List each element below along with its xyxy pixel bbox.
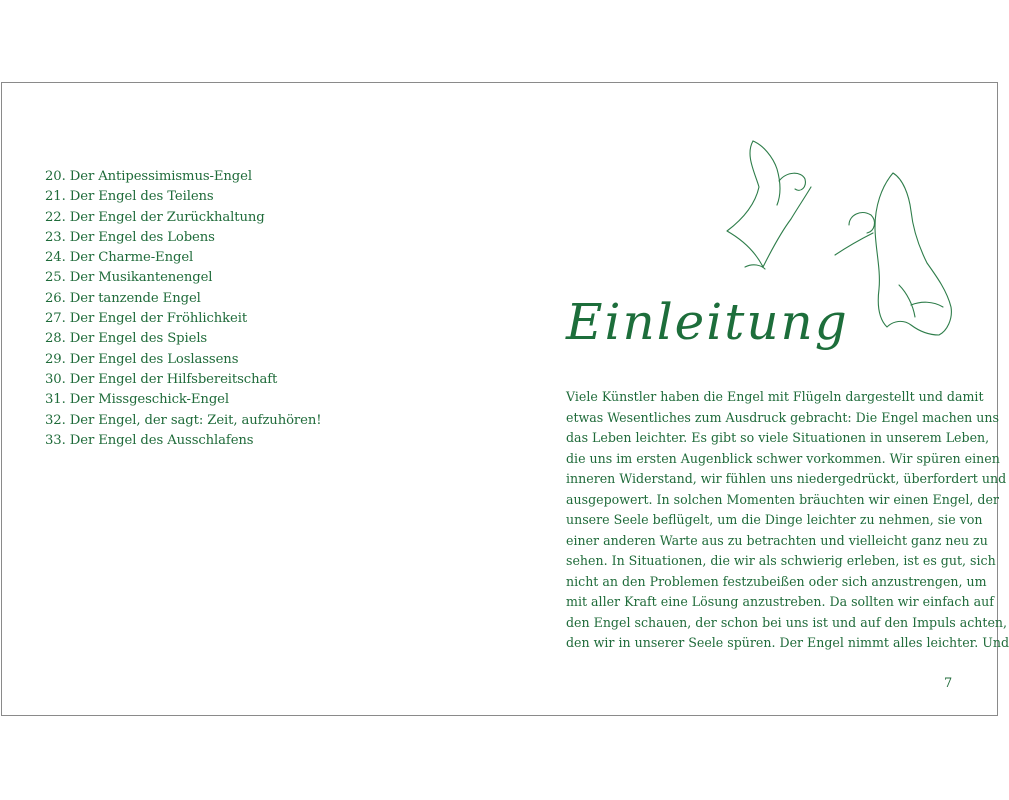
toc-item: 27. Der Engel der Fröhlichkeit — [45, 311, 248, 327]
body-line: unsere Seele beflügelt, um die Dinge leichter zu nehmen, sie von — [566, 512, 983, 527]
body-line: den wir in unserer Seele spüren. Der Engel nimmt alles leichter. Und — [566, 635, 1009, 650]
large-angel-drawing — [835, 173, 951, 335]
toc-item: 31. Der Missgeschick-Engel — [45, 392, 229, 408]
chapter-heading: Einleitung — [566, 293, 849, 351]
table-of-contents — [45, 167, 321, 451]
body-line: mit aller Kraft eine Lösung anzustreben. Da sollten wir einfach auf — [566, 594, 994, 609]
chapter-body-text — [566, 387, 1009, 654]
toc-item: 23. Der Engel des Lobens — [45, 229, 215, 245]
toc-item: 32. Der Engel, der sagt: Zeit, aufzuhören! — [45, 412, 322, 428]
small-angel-drawing — [727, 141, 811, 269]
body-line: etwas Wesentliches zum Ausdruck gebracht: Die Engel machen uns — [566, 409, 999, 425]
body-line: das Leben leichter. Es gibt so viele Situationen in unserem Leben, — [566, 430, 990, 445]
body-line: nicht an den Problemen festzubeißen oder sich anzustrengen, um — [566, 573, 987, 589]
toc-item: 25. Der Musikantenengel — [45, 270, 213, 286]
toc-item: 21. Der Engel des Teilens — [45, 189, 214, 205]
toc-item: 28. Der Engel des Spiels — [45, 331, 208, 347]
body-line: ausgepowert. In solchen Momenten bräuchten wir einen Engel, der — [566, 491, 999, 507]
body-line: inneren Widerstand, wir fühlen uns niedergedrückt, überfordert und — [566, 471, 1007, 486]
body-line: die uns im ersten Augenblick schwer vorkommen. Wir spüren einen — [566, 450, 1000, 466]
toc-item: 29. Der Engel des Loslassens — [45, 351, 239, 367]
toc-item: 30. Der Engel der Hilfsbereitschaft — [45, 371, 278, 387]
toc-item: 20. Der Antipessimismus-Engel — [45, 169, 252, 184]
toc-item: 22. Der Engel der Zurückhaltung — [45, 209, 265, 225]
body-line: Viele Künstler haben die Engel mit Flügeln dargestellt und damit — [566, 389, 984, 404]
page-number: 7 — [944, 676, 953, 691]
toc-item: 26. Der tanzende Engel — [45, 290, 201, 306]
body-line: den Engel schauen, der schon bei uns ist und auf den Impuls achten, — [566, 614, 1008, 630]
toc-item: 33. Der Engel des Ausschlafens — [45, 432, 254, 448]
toc-item: 24. Der Charme-Engel — [45, 250, 194, 266]
body-line: einer anderen Warte aus zu betrachten und vielleicht ganz neu zu — [566, 532, 988, 548]
body-line: sehen. In Situationen, die wir als schwierig erleben, ist es gut, sich — [566, 553, 996, 568]
